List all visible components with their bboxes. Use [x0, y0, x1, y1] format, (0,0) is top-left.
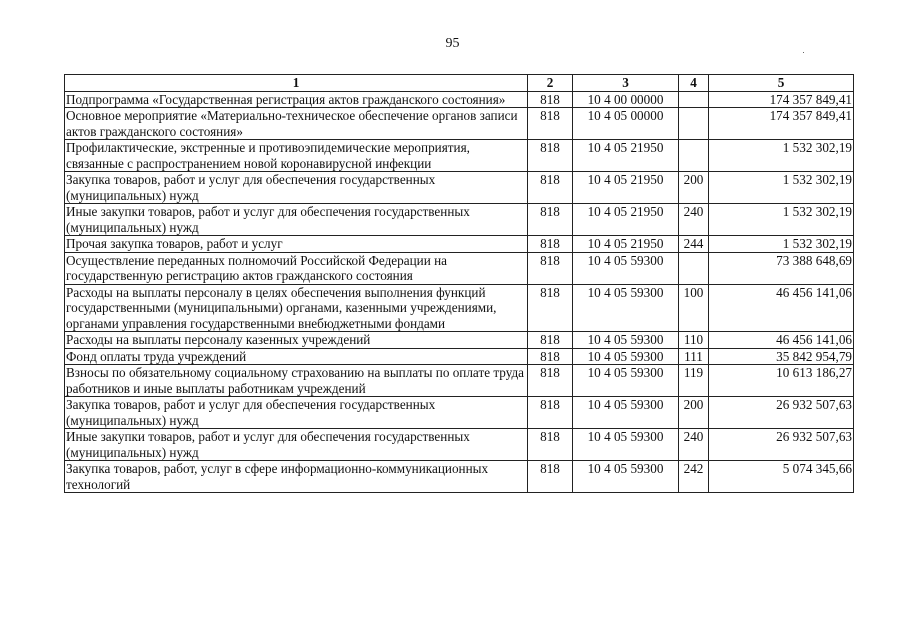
header-col-2: 2: [528, 75, 573, 92]
row-expense-type: 242: [679, 461, 709, 493]
row-ministry-code: 818: [528, 252, 573, 284]
table-row: [65, 204, 854, 236]
table-row: [65, 172, 854, 204]
header-col-5: 5: [709, 75, 854, 92]
row-name: Закупка товаров, работ и услуг для обеспечения государственных (муниципальных) нужд: [65, 172, 528, 204]
row-ministry-code: 818: [528, 461, 573, 493]
row-target-article: 10 4 05 59300: [573, 461, 679, 493]
row-expense-type: 200: [679, 397, 709, 429]
row-target-article: 10 4 05 59300: [573, 284, 679, 332]
row-ministry-code: 818: [528, 236, 573, 253]
row-name: Иные закупки товаров, работ и услуг для обеспечения государственных (муниципальных) нужд: [65, 204, 528, 236]
row-amount: 1 532 302,19: [709, 236, 854, 253]
row-target-article: 10 4 05 59300: [573, 252, 679, 284]
row-amount: 1 532 302,19: [709, 204, 854, 236]
row-ministry-code: 818: [528, 284, 573, 332]
row-amount: 10 613 186,27: [709, 365, 854, 397]
table-row: [65, 365, 854, 397]
row-name: Расходы на выплаты персоналу в целях обеспечения выполнения функций государственными (муниципальными) органами, казенными учреждениями, органами управления государственными внебюджетными фондами: [65, 284, 528, 332]
row-target-article: 10 4 05 21950: [573, 204, 679, 236]
row-amount: 46 456 141,06: [709, 332, 854, 349]
row-name: Профилактические, экстренные и противоэпидемические мероприятия, связанные с распространением новой коронавирусной инфекции: [65, 140, 528, 172]
row-ministry-code: 818: [528, 332, 573, 349]
row-amount: 1 532 302,19: [709, 140, 854, 172]
row-expense-type: [679, 91, 709, 108]
row-ministry-code: 818: [528, 172, 573, 204]
row-amount: 1 532 302,19: [709, 172, 854, 204]
row-ministry-code: 818: [528, 91, 573, 108]
table-row: [65, 284, 854, 332]
row-name: Иные закупки товаров, работ и услуг для обеспечения государственных (муниципальных) нужд: [65, 429, 528, 461]
row-ministry-code: 818: [528, 108, 573, 140]
budget-table: [64, 74, 854, 493]
table-row: [65, 397, 854, 429]
row-target-article: 10 4 00 00000: [573, 91, 679, 108]
table-row: [65, 91, 854, 108]
row-expense-type: 200: [679, 172, 709, 204]
row-expense-type: 244: [679, 236, 709, 253]
page-number: 95: [445, 36, 460, 51]
row-expense-type: 111: [679, 348, 709, 365]
row-ministry-code: 818: [528, 140, 573, 172]
table-row: [65, 348, 854, 365]
row-amount: 26 932 507,63: [709, 397, 854, 429]
table-row: [65, 429, 854, 461]
row-amount: 35 842 954,79: [709, 348, 854, 365]
table-body: [65, 91, 854, 493]
scan-speck: [803, 52, 804, 53]
row-ministry-code: 818: [528, 397, 573, 429]
table-row: [65, 108, 854, 140]
row-ministry-code: 818: [528, 204, 573, 236]
table-row: [65, 236, 854, 253]
row-expense-type: 240: [679, 429, 709, 461]
table-row: [65, 140, 854, 172]
row-name: Закупка товаров, работ и услуг для обеспечения государственных (муниципальных) нужд: [65, 397, 528, 429]
row-amount: 26 932 507,63: [709, 429, 854, 461]
row-target-article: 10 4 05 21950: [573, 140, 679, 172]
row-expense-type: [679, 140, 709, 172]
row-target-article: 10 4 05 00000: [573, 108, 679, 140]
row-name: Подпрограмма «Государственная регистрация актов гражданского состояния»: [65, 91, 528, 108]
row-name: Взносы по обязательному социальному страхованию на выплаты по оплате труда работников и иные выплаты работникам учреждений: [65, 365, 528, 397]
row-target-article: 10 4 05 21950: [573, 236, 679, 253]
row-expense-type: 110: [679, 332, 709, 349]
row-amount: 5 074 345,66: [709, 461, 854, 493]
row-expense-type: 100: [679, 284, 709, 332]
row-name: Осуществление переданных полномочий Российской Федерации на государственную регистрацию актов гражданского состояния: [65, 252, 528, 284]
row-target-article: 10 4 05 59300: [573, 365, 679, 397]
row-name: Расходы на выплаты персоналу казенных учреждений: [65, 332, 528, 349]
header-row: [65, 75, 854, 92]
row-name: Фонд оплаты труда учреждений: [65, 348, 528, 365]
row-amount: 46 456 141,06: [709, 284, 854, 332]
row-ministry-code: 818: [528, 429, 573, 461]
header-col-1: 1: [65, 75, 528, 92]
table-row: [65, 461, 854, 493]
row-expense-type: [679, 108, 709, 140]
header-col-4: 4: [679, 75, 709, 92]
row-amount: 174 357 849,41: [709, 91, 854, 108]
row-target-article: 10 4 05 21950: [573, 172, 679, 204]
table-row: [65, 252, 854, 284]
row-target-article: 10 4 05 59300: [573, 397, 679, 429]
row-target-article: 10 4 05 59300: [573, 348, 679, 365]
header-col-3: 3: [573, 75, 679, 92]
row-amount: 73 388 648,69: [709, 252, 854, 284]
row-expense-type: 240: [679, 204, 709, 236]
table-row: [65, 332, 854, 349]
row-target-article: 10 4 05 59300: [573, 332, 679, 349]
row-name: Основное мероприятие «Материально-техническое обеспечение органов записи актов гражданского состояния»: [65, 108, 528, 140]
row-name: Закупка товаров, работ, услуг в сфере информационно-коммуникационных технологий: [65, 461, 528, 493]
row-expense-type: 119: [679, 365, 709, 397]
row-ministry-code: 818: [528, 348, 573, 365]
row-name: Прочая закупка товаров, работ и услуг: [65, 236, 528, 253]
row-expense-type: [679, 252, 709, 284]
row-amount: 174 357 849,41: [709, 108, 854, 140]
row-ministry-code: 818: [528, 365, 573, 397]
row-target-article: 10 4 05 59300: [573, 429, 679, 461]
